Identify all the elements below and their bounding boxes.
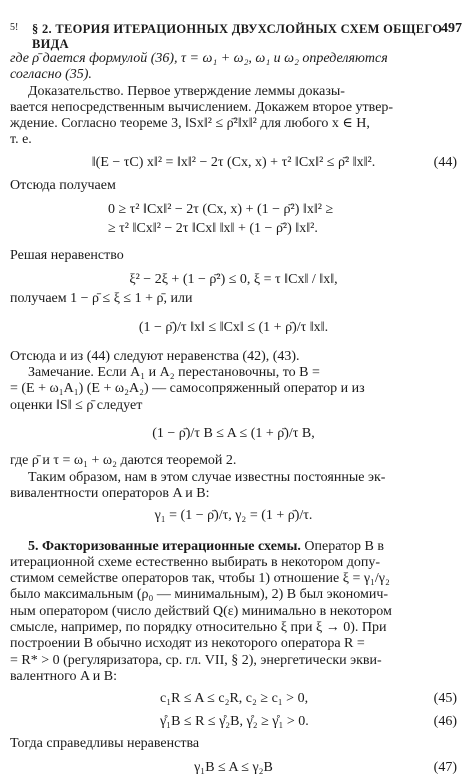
equation-47: γ₁B ≤ A ≤ γ₂B (47) xyxy=(194,760,457,776)
text-line: т. е. xyxy=(10,132,32,148)
equation-line: ξ² − 2ξ + (1 − ρ̄²) ≤ 0, ξ = τ ‖Cx‖ / ‖x‖, xyxy=(129,271,338,287)
text-line: валентного A и B: xyxy=(10,668,118,684)
page-number: 497 xyxy=(441,21,462,36)
equation-number: (45) xyxy=(433,691,457,707)
text-line: смысле, например, по порядку относительно ξ при ξ → 0). При xyxy=(10,620,387,636)
text-line: Отсюда и из (44) следуют неравенства (42), (43). xyxy=(10,348,300,364)
text-line: Тогда справедливы неравенства xyxy=(10,735,200,751)
text-line: где ρ̄ дается формулой (36), τ = ω₁ + ω₂, ω₁ и ω₂ определяются xyxy=(10,51,388,66)
text-line: = (E + ω₁A₁) (E + ω₂A₂) — самосопряженный оператор и из xyxy=(10,381,365,397)
text-line: 5. Факторизованные итерационные схемы. Оператор B в xyxy=(28,538,384,554)
equation-line: γ₁ = (1 − ρ̄)/τ, γ₂ = (1 + ρ̄)/τ. xyxy=(154,508,313,524)
text-line: = R* > 0 (регуляризатора, ср. гл. VII, § 2), энергетически экви- xyxy=(10,652,382,668)
text-line: вивалентности операторов A и B: xyxy=(10,485,210,501)
text-line: Таким образом, нам в этом случае известны постоянные эк- xyxy=(28,469,386,485)
text-line: вается непосредственным вычислением. Докажем второе утвер- xyxy=(10,99,394,115)
equation-line: (1 − ρ̄)/τ B ≤ A ≤ (1 + ρ̄)/τ B, xyxy=(152,426,315,442)
text-line: построении B обычно исходят из некоторого оператора R = xyxy=(10,636,365,652)
section-mark: 5! xyxy=(10,22,19,33)
equation-44: ‖(E − τC) x‖² = ‖x‖² − 2τ (Cx, x) + τ² ‖Cx‖² ≤ ρ̄² ‖x‖². (44) xyxy=(91,154,457,170)
text-line: ным оператором (число действий Q(ε) минимально в некотором xyxy=(10,603,392,619)
equation-45: c₁R ≤ A ≤ c₂R, c₂ ≥ c₁ > 0, (45) xyxy=(160,691,457,707)
text-line: Доказательство. Первое утверждение леммы доказы- xyxy=(28,83,345,99)
text-line: оценки ‖S‖ ≤ ρ̄ следует xyxy=(10,397,143,413)
equation-number: (46) xyxy=(433,713,457,729)
text-line: ждение. Согласно теореме 3, ‖Sx‖² ≤ ρ̄²‖x‖² для любого x ∈ H, xyxy=(10,116,370,132)
text-line: Решая неравенство xyxy=(10,247,124,263)
text-line: где ρ̄ и τ = ω₁ + ω₂ даются теоремой 2. xyxy=(10,453,237,469)
text-line: согласно (35). xyxy=(10,67,92,83)
section-heading: 5. Факторизованные итерационные схемы. xyxy=(28,538,301,554)
running-title: § 2. ТЕОРИЯ ИТЕРАЦИОННЫХ ДВУХСЛОЙНЫХ СХЕМ ОБЩЕГО ВИДА xyxy=(32,22,443,51)
text-line: Замечание. Если A₁ и A₂ перестановочны, то B = xyxy=(28,365,320,381)
equation-line: ≥ τ² ‖Cx‖² − 2τ ‖Cx‖ ‖x‖ + (1 − ρ̄²) ‖x‖². xyxy=(108,221,318,237)
text-line: стимом семействе операторов так, чтобы 1) отношение ξ = γ₁/γ₂ xyxy=(10,571,390,587)
equation-46: γ̊₁B ≤ R ≤ γ̊₂B, γ̊₂ ≥ γ̊₁ > 0. (46) xyxy=(160,713,457,729)
text-line: Отсюда получаем xyxy=(10,177,116,193)
text-line: итерационной схеме естественно выбирать в некотором допу- xyxy=(10,554,380,570)
equation-line: 0 ≥ τ² ‖Cx‖² − 2τ (Cx, x) + (1 − ρ̄²) ‖x‖² ≥ xyxy=(108,202,334,218)
text-line: было максимальным (ρ₀ — минимальным), 2) B был экономич- xyxy=(10,587,389,603)
equation-number: (47) xyxy=(433,760,457,776)
page-body xyxy=(10,51,457,776)
equation-line: (1 − ρ̄)/τ ‖x‖ ≤ ‖Cx‖ ≤ (1 + ρ̄)/τ ‖x‖. xyxy=(138,319,329,335)
page-header xyxy=(10,21,462,51)
equation-number: (44) xyxy=(433,154,457,170)
text-line: получаем 1 − ρ̄ ≤ ξ ≤ 1 + ρ̄, или xyxy=(10,291,193,307)
